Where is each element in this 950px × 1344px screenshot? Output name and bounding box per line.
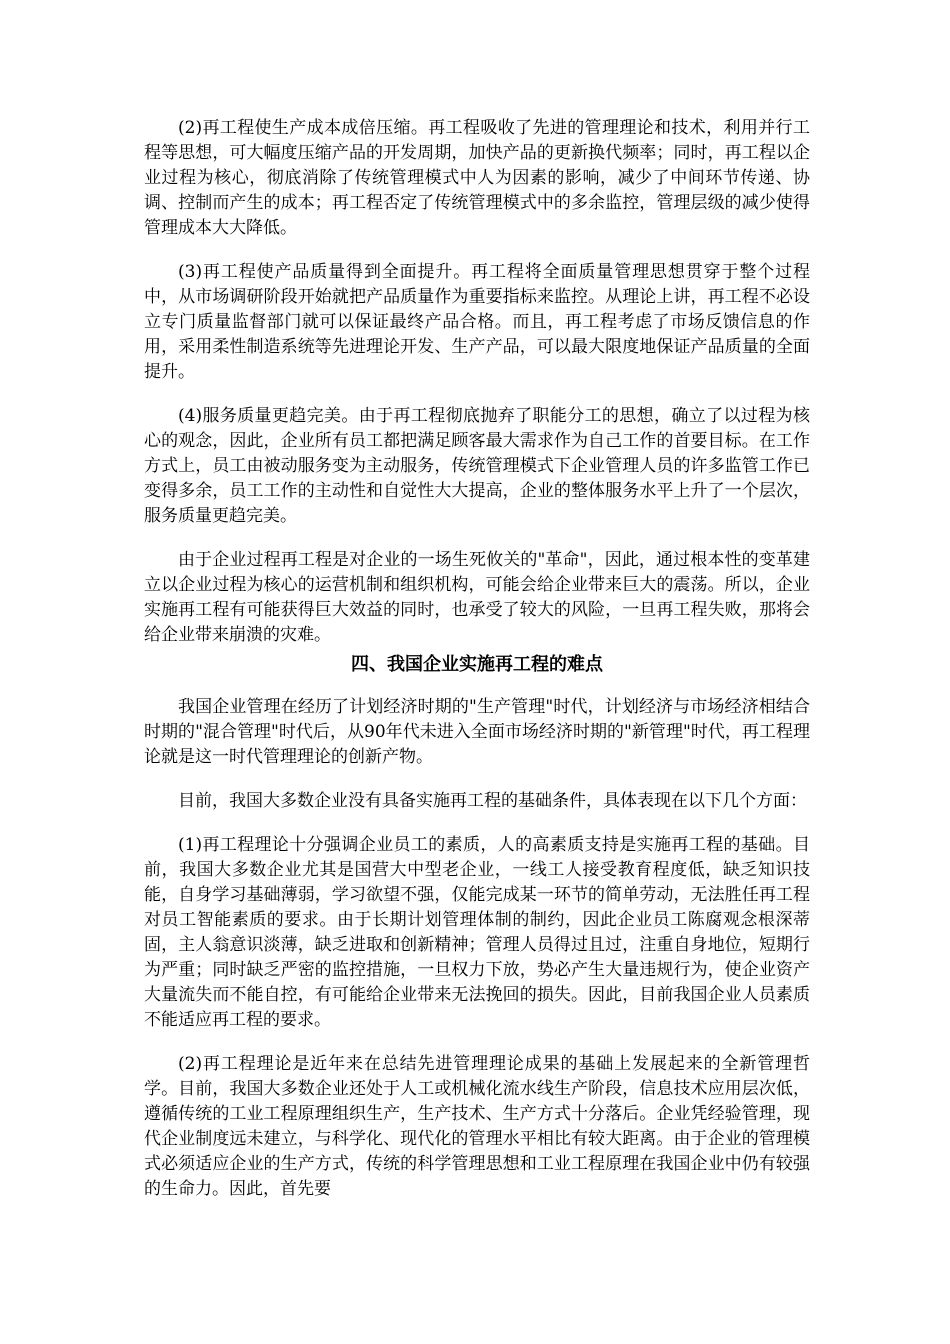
paragraph-management-history: 我国企业管理在经历了计划经济时期的"生产管理"时代，计划经济与市场经济相结合时期的"混合管理"时代后，从90年代未进入全面市场经济时期的"新管理"时代，再工程理论就是这一时代管理理论的创新产物。 (144, 697, 810, 767)
paragraph-employee-quality: (1)再工程理论十分强调企业员工的素质，人的高素质支持是实施再工程的基础。目前，我国大多数企业尤其是国营大中型老企业，一线工人接受教育程度低，缺乏知识技能，自身学习基础薄弱，学习欲望不强，仅能完成某一环节的简单劳动，无法胜任再工程对员工智能素质的要求。由于长期计划管理体制的制约，因此企业员工陈腐观念根深蒂固，主人翁意识淡薄，缺乏进取和创新精神；管理人员得过且过，注重自身地位，短期行为严重；同时缺乏严密的监控措施，一旦权力下放，势必产生大量违规行为，使企业资产大量流失而不能自控，有可能给企业带来无法挽回的损失。因此，目前我国企业人员素质不能适应再工程的要求。 (144, 835, 810, 1030)
section-heading: 四、我国企业实施再工程的难点 (351, 654, 603, 675)
paragraph-quality-improvement: (3)再工程使产品质量得到全面提升。再工程将全面质量管理思想贯穿于整个过程中，从市场调研阶段开始就把产品质量作为重要指标来监控。从理论上讲，再工程不必设立专门质量监督部门就可以保证最终产品合格。而且，再工程考虑了市场反馈信息的作用，采用柔性制造系统等先进理论开发、生产产品，可以最大限度地保证产品质量的全面提升。 (144, 262, 810, 382)
document-page (144, 116, 810, 1202)
paragraph-cost-reduction: (2)再工程使生产成本成倍压缩。再工程吸收了先进的管理理论和技术，利用并行工程等思想，可大幅度压缩产品的开发周期，加快产品的更新换代频率；同时，再工程以企业过程为核心，彻底消除了传统管理模式中人为因素的影响，减少了中间环节传递、协调、控制而产生的成本；再工程否定了传统管理模式中的多余监控，管理层级的减少使得管理成本大大降低。 (144, 118, 810, 238)
paragraph-risk: 由于企业过程再工程是对企业的一场生死攸关的"革命"，因此，通过根本性的变革建立以企业过程为核心的运营机制和组织机构，可能会给企业带来巨大的震荡。所以，企业实施再工程有可能获得巨大效益的同时，也承受了较大的风险，一旦再工程失败，那将会给企业带来崩溃的灾难。 (144, 550, 810, 645)
paragraph-service-quality: (4)服务质量更趋完美。由于再工程彻底抛弃了职能分工的思想，确立了以过程为核心的观念，因此，企业所有员工都把满足顾客最大需求作为自己工作的首要目标。在工作方式上，员工由被动服务变为主动服务，传统管理模式下企业管理人员的许多监管工作已变得多余，员工工作的主动性和自觉性大大提高，企业的整体服务水平上升了一个层次，服务质量更趋完美。 (144, 406, 810, 526)
paragraph-management-philosophy: (2)再工程理论是近年来在总结先进管理理论成果的基础上发展起来的全新管理哲学。目前，我国大多数企业还处于人工或机械化流水线生产阶段，信息技术应用层次低，遵循传统的工业工程原理组织生产，生产技术、生产方式十分落后。企业凭经验管理，现代企业制度远未建立，与科学化、现代化的管理水平相比有较大距离。由于企业的管理模式必须适应企业的生产方式，传统的科学管理思想和工业工程原理在我国企业中仍有较强的生命力。因此，首先要 (144, 1054, 810, 1199)
paragraph-intro-conditions: 目前，我国大多数企业没有具备实施再工程的基础条件，具体表现在以下几个方面： (178, 791, 807, 811)
